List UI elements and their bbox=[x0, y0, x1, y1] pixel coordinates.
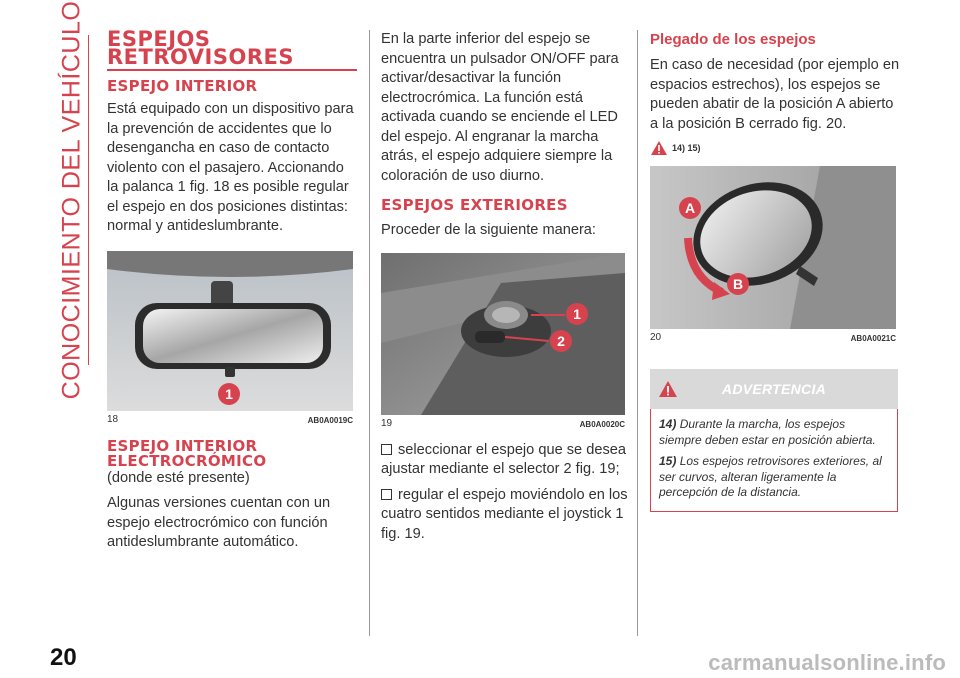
title-line-2: RETROVISORES bbox=[107, 45, 294, 69]
column-1 bbox=[107, 27, 357, 553]
optional-note: (donde esté presente) bbox=[107, 469, 250, 486]
column-divider bbox=[637, 30, 638, 636]
paragraph-interior-mirror: Está equipado con un dispositivo para la prevención de accidentes que lo desengancha en caso de contacto violento con el pasajero. Accionando la palanca 1 fig. 18 es posible regular el espejo en dos posiciones distintas: normal y antideslumbrante. bbox=[107, 101, 354, 234]
subheading-exterior-mirrors: ESPEJOS EXTERIORES bbox=[381, 196, 568, 214]
warning-triangle-icon bbox=[650, 140, 668, 156]
checkbox-bullet-icon bbox=[381, 444, 392, 455]
figure-code: AB0A0020C bbox=[579, 419, 625, 429]
callout-1: 1 bbox=[225, 385, 233, 402]
warning-item bbox=[659, 454, 889, 501]
subheading-interior-mirror: ESPEJO INTERIOR bbox=[107, 77, 258, 95]
column-3 bbox=[650, 30, 900, 343]
warning-number: 14) bbox=[659, 417, 677, 431]
callout-a: A bbox=[684, 200, 696, 216]
subheading-folding: Plegado de los espejos bbox=[650, 31, 816, 48]
section-title bbox=[52, 0, 92, 400]
mirror-control-illustration bbox=[381, 253, 625, 415]
title-rule bbox=[107, 69, 357, 71]
section-divider bbox=[88, 35, 89, 365]
figure-number: 19 bbox=[381, 417, 393, 429]
paragraph-electrochromic: Algunas versiones cuentan con un espejo electrocrómico con función antideslumbrante automático. bbox=[107, 495, 331, 550]
subheading-electrochromic bbox=[107, 436, 357, 470]
warning-title: ADVERTENCIA bbox=[721, 381, 827, 397]
warning-references bbox=[650, 140, 900, 156]
warning-box bbox=[650, 369, 898, 512]
figure-20 bbox=[650, 166, 896, 329]
checkbox-bullet-icon bbox=[381, 489, 392, 500]
figure-19-caption bbox=[381, 418, 625, 429]
paragraph-electrochromic-button: En la parte inferior del espejo se encuentra un pulsador ON/OFF para activar/desactivar la función electrocrómica. La función está activada cuando se enciende el LED del espejo. Al engranar la marcha atrás, el espejo adquiere siempre la coloración de uso diurno. bbox=[381, 31, 619, 184]
figure-18-caption bbox=[107, 414, 353, 425]
callout-b: B bbox=[732, 276, 744, 292]
watermark: carmanualsonline.info bbox=[708, 650, 946, 675]
column-2 bbox=[381, 30, 631, 544]
paragraph-folding: En caso de necesidad (por ejemplo en espacios estrechos), los espejos se pueden abatir de la posición A abierto a la posición B cerrado fig. 20. bbox=[650, 57, 900, 132]
warning-text: Los espejos retrovisores exteriores, al ser curvos, alteran ligeramente la percepción de la distancia. bbox=[659, 454, 882, 499]
figure-code: AB0A0021C bbox=[850, 334, 896, 343]
warning-body bbox=[650, 409, 898, 512]
warning-text: Durante la marcha, los espejos siempre deben estar en posición abierta. bbox=[659, 417, 876, 447]
column-divider bbox=[369, 30, 370, 636]
subheading-line-1: ESPEJO INTERIOR bbox=[107, 436, 258, 455]
figure-18 bbox=[107, 251, 353, 411]
figure-20-caption bbox=[650, 332, 896, 343]
rearview-mirror-illustration bbox=[107, 251, 353, 411]
page-title bbox=[107, 27, 357, 69]
title-line-1: ESPEJOS bbox=[107, 27, 211, 51]
warning-number: 15) bbox=[659, 454, 677, 468]
bullet-text: seleccionar el espejo que se desea ajustar mediante el selector 2 fig. 19; bbox=[381, 441, 626, 477]
page-number: 20 bbox=[50, 644, 77, 671]
subheading-line-2: ELECTROCRÓMICO bbox=[107, 451, 267, 470]
exterior-mirror-illustration bbox=[650, 166, 896, 329]
bullet-item bbox=[381, 441, 631, 480]
figure-19 bbox=[381, 253, 625, 415]
warning-item bbox=[659, 417, 889, 448]
figure-code: AB0A0019C bbox=[307, 415, 353, 425]
figure-number: 18 bbox=[107, 413, 119, 425]
paragraph-procedure: Proceder de la siguiente manera: bbox=[381, 222, 596, 238]
reference-numbers: 14) 15) bbox=[672, 143, 701, 153]
bullet-text: regular el espejo moviéndolo en los cuatro sentidos mediante el joystick 1 fig. 19. bbox=[381, 486, 628, 542]
callout-1: 1 bbox=[573, 305, 581, 322]
section-title-text: CONOCIMIENTO DEL VEHÍCULO bbox=[57, 0, 86, 400]
figure-number: 20 bbox=[650, 332, 662, 343]
callout-2: 2 bbox=[557, 332, 565, 349]
bullet-item bbox=[381, 486, 631, 545]
warning-header bbox=[650, 369, 898, 409]
